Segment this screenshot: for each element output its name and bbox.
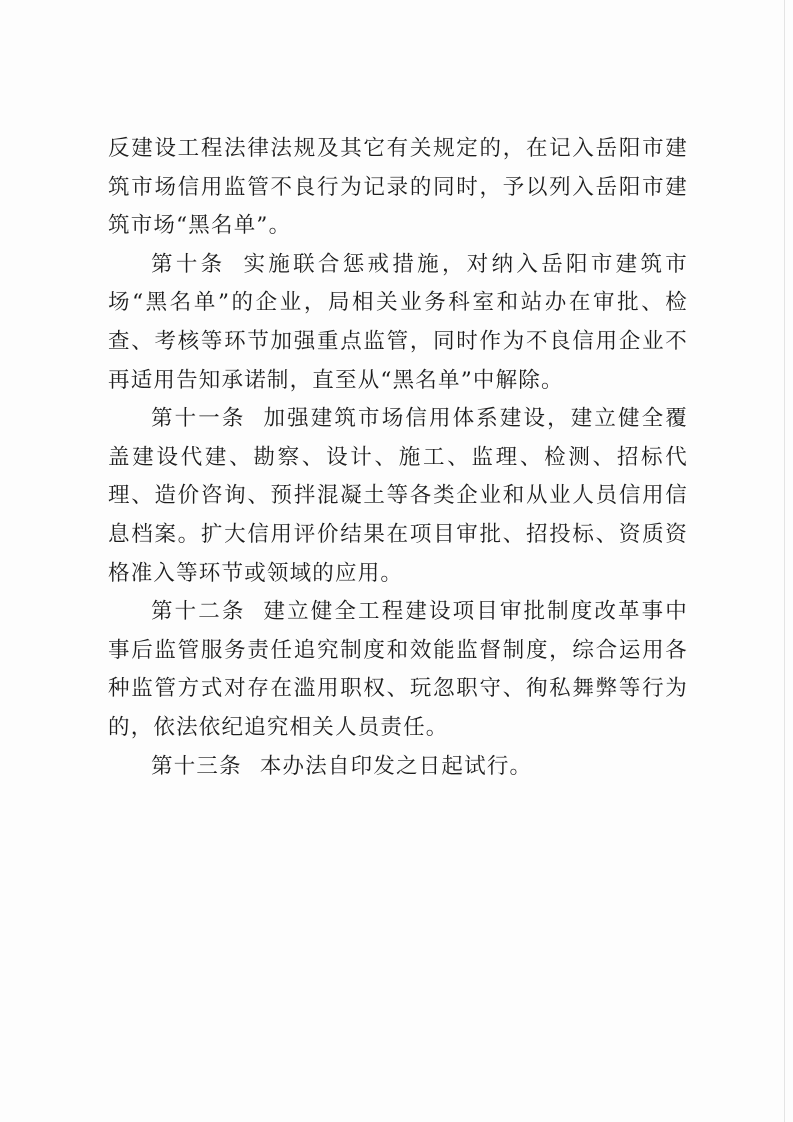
article-10 <box>108 246 688 400</box>
article-heading: 第十三条 <box>151 753 242 779</box>
paragraph-text: 反建设工程法律法规及其它有关规定的，在记入岳阳市建筑市场信用监管不良行为记录的同时，予以列入岳阳市建筑市场“黑名单”。 <box>108 136 688 239</box>
article-text: 建立健全工程建设项目审批制度改革事中事后监管服务责任追究制度和效能监督制度，综合运用各种监管方式对存在滥用职权、玩忽职守、徇私舞弊等行为的，依法依纪追究相关人员责任。 <box>108 599 688 740</box>
paragraph-continuation <box>108 130 688 246</box>
article-11 <box>108 400 688 593</box>
article-heading: 第十二条 <box>151 599 246 625</box>
scan-edge-line <box>784 0 785 1122</box>
article-text: 实施联合惩戒措施，对纳入岳阳市建筑市场“黑名单”的企业，局相关业务科室和站办在审批、检查、考核等环节加强重点监管，同时作为不良信用企业不再适用告知承诺制，直至从“黑名单”中解除。 <box>108 251 688 393</box>
article-heading: 第十条 <box>151 251 226 277</box>
article-text: 本办法自印发之日起试行。 <box>259 753 533 779</box>
article-12 <box>108 593 688 747</box>
document-body <box>108 130 688 786</box>
article-13 <box>108 748 688 787</box>
article-heading: 第十一条 <box>151 406 246 432</box>
article-text: 加强建筑市场信用体系建设，建立健全覆盖建设代建、勘察、设计、施工、监理、检测、招标代理、造价咨询、预拌混凝土等各类企业和从业人员信用信息档案。扩大信用评价结果在项目审批、招投标、资质资格准入等环节或领域的应用。 <box>108 406 688 586</box>
